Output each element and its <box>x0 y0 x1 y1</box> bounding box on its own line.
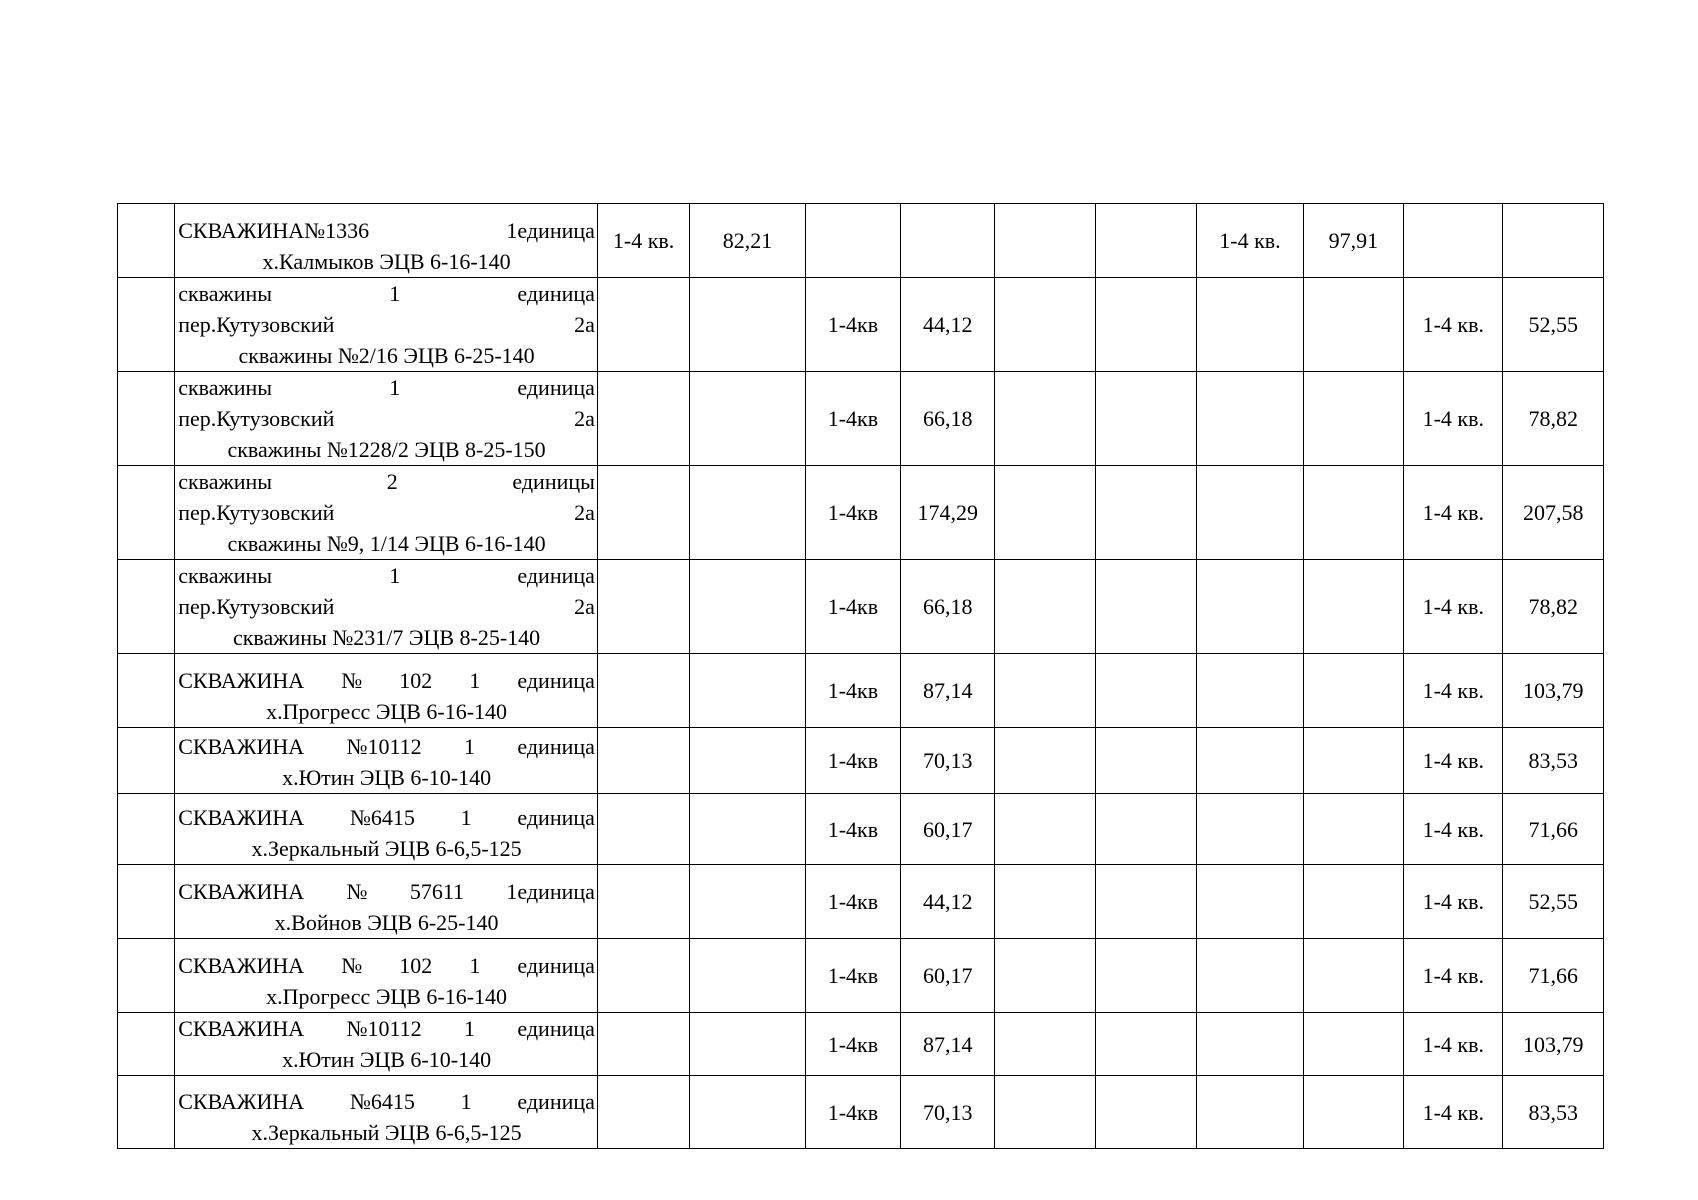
description-line-2 <box>178 497 595 528</box>
row-number-cell <box>118 466 175 560</box>
col-6-cell <box>1095 939 1196 1013</box>
description-word: СКВАЖИНА <box>178 1016 305 1041</box>
quarter-d-cell <box>1404 204 1503 278</box>
description-word: единица <box>517 805 595 830</box>
quarter-b-cell: 1-4кв <box>805 466 900 560</box>
quarter-c-cell <box>1197 1013 1303 1076</box>
description-line: х.Прогресс ЭЦВ 6-16-140 <box>266 984 508 1009</box>
description-word: 1 <box>469 953 481 978</box>
row-number-cell <box>118 939 175 1013</box>
row-number-cell <box>118 278 175 372</box>
description-line: х.Прогресс ЭЦВ 6-16-140 <box>266 699 508 724</box>
description-line: х.Войнов ЭЦВ 6-25-140 <box>274 910 499 935</box>
quarter-c-cell <box>1197 1076 1303 1149</box>
well-description-cell <box>175 794 598 865</box>
value-c-cell <box>1303 728 1403 794</box>
description-line: х.Ютин ЭЦВ 6-10-140 <box>282 765 492 790</box>
col-5-cell <box>995 794 1095 865</box>
description-word: пер.Кутузовский <box>178 594 335 619</box>
description-word: 2а <box>574 500 595 525</box>
table-row <box>118 372 1604 466</box>
quarter-c-cell <box>1197 865 1303 939</box>
quarter-b-cell: 1-4кв <box>805 560 900 654</box>
quarter-c-cell <box>1197 560 1303 654</box>
description-word: 2а <box>574 594 595 619</box>
value-d-cell: 83,53 <box>1503 728 1604 794</box>
description-line-2 <box>178 309 595 340</box>
value-c-cell <box>1303 466 1403 560</box>
description-word: 1 <box>460 1089 472 1114</box>
value-b-cell: 44,12 <box>901 278 995 372</box>
col-6-cell <box>1095 865 1196 939</box>
row-number-cell <box>118 560 175 654</box>
value-d-cell: 71,66 <box>1503 939 1604 1013</box>
value-a-cell <box>690 654 805 728</box>
value-d-cell: 52,55 <box>1503 278 1604 372</box>
description-word: скважины <box>178 563 273 588</box>
value-c-cell <box>1303 560 1403 654</box>
value-b-cell: 174,29 <box>901 466 995 560</box>
description-line: скважины №2/16 ЭЦВ 6-25-140 <box>238 343 535 368</box>
table-row <box>118 466 1604 560</box>
col-5-cell <box>995 939 1095 1013</box>
table-row <box>118 560 1604 654</box>
quarter-d-cell: 1-4 кв. <box>1404 372 1503 466</box>
row-number-cell <box>118 1076 175 1149</box>
value-d-cell: 52,55 <box>1503 865 1604 939</box>
col-5-cell <box>995 1013 1095 1076</box>
description-word: 102 <box>399 668 433 693</box>
value-a-cell <box>690 278 805 372</box>
value-c-cell <box>1303 865 1403 939</box>
description-word: 1единица <box>506 879 595 904</box>
description-word: №10112 <box>346 1016 422 1041</box>
value-b-cell: 70,13 <box>901 1076 995 1149</box>
row-number-cell <box>118 204 175 278</box>
value-c-cell <box>1303 1076 1403 1149</box>
quarter-d-cell: 1-4 кв. <box>1404 1013 1503 1076</box>
well-description-cell <box>175 1013 598 1076</box>
well-description-cell <box>175 372 598 466</box>
quarter-a-cell <box>597 654 689 728</box>
description-word: СКВАЖИНА <box>178 734 305 759</box>
wells-table <box>117 203 1604 1149</box>
col-6-cell <box>1095 372 1196 466</box>
description-line-2 <box>178 591 595 622</box>
col-5-cell <box>995 728 1095 794</box>
well-description-cell <box>175 1076 598 1149</box>
quarter-a-cell <box>597 939 689 1013</box>
quarter-b-cell: 1-4кв <box>805 1013 900 1076</box>
description-line-1 <box>178 372 595 403</box>
description-line-1 <box>178 731 595 762</box>
value-b-cell <box>901 204 995 278</box>
table-row <box>118 794 1604 865</box>
value-a-cell: 82,21 <box>690 204 805 278</box>
description-word: №6415 <box>349 805 415 830</box>
col-5-cell <box>995 278 1095 372</box>
value-c-cell <box>1303 939 1403 1013</box>
quarter-a-cell <box>597 560 689 654</box>
description-word: №10112 <box>346 734 422 759</box>
value-b-cell: 44,12 <box>901 865 995 939</box>
description-word: единица <box>517 734 595 759</box>
table-row <box>118 728 1604 794</box>
quarter-c-cell: 1-4 кв. <box>1197 204 1303 278</box>
col-6-cell <box>1095 278 1196 372</box>
quarter-b-cell: 1-4кв <box>805 939 900 1013</box>
description-line-1 <box>178 876 595 907</box>
description-word: пер.Кутузовский <box>178 406 335 431</box>
quarter-d-cell: 1-4 кв. <box>1404 939 1503 1013</box>
well-description-cell <box>175 654 598 728</box>
description-word: единица <box>517 1016 595 1041</box>
quarter-c-cell <box>1197 278 1303 372</box>
col-6-cell <box>1095 560 1196 654</box>
description-line: х.Калмыков ЭЦВ 6-16-140 <box>262 249 511 274</box>
well-description-cell <box>175 466 598 560</box>
quarter-d-cell: 1-4 кв. <box>1404 865 1503 939</box>
description-word: скважины <box>178 375 273 400</box>
quarter-a-cell <box>597 1013 689 1076</box>
quarter-d-cell: 1-4 кв. <box>1404 728 1503 794</box>
table-row <box>118 654 1604 728</box>
quarter-c-cell <box>1197 654 1303 728</box>
quarter-c-cell <box>1197 794 1303 865</box>
well-description-cell <box>175 560 598 654</box>
col-6-cell <box>1095 728 1196 794</box>
description-line-1 <box>178 560 595 591</box>
description-word: единица <box>517 563 595 588</box>
quarter-a-cell <box>597 372 689 466</box>
value-c-cell <box>1303 1013 1403 1076</box>
value-a-cell <box>690 794 805 865</box>
col-5-cell <box>995 865 1095 939</box>
quarter-b-cell: 1-4кв <box>805 654 900 728</box>
value-c-cell <box>1303 654 1403 728</box>
value-d-cell: 207,58 <box>1503 466 1604 560</box>
description-line: х.Зеркальный ЭЦВ 6-6,5-125 <box>251 1120 522 1145</box>
description-word: единица <box>517 1089 595 1114</box>
value-a-cell <box>690 1076 805 1149</box>
well-description-cell <box>175 865 598 939</box>
quarter-b-cell: 1-4кв <box>805 278 900 372</box>
description-line-1 <box>178 665 595 696</box>
value-b-cell: 87,14 <box>901 654 995 728</box>
quarter-d-cell: 1-4 кв. <box>1404 466 1503 560</box>
description-line: х.Зеркальный ЭЦВ 6-6,5-125 <box>251 836 522 861</box>
description-word: пер.Кутузовский <box>178 312 335 337</box>
description-line: скважины №231/7 ЭЦВ 8-25-140 <box>232 625 541 650</box>
quarter-c-cell <box>1197 939 1303 1013</box>
description-line: х.Ютин ЭЦВ 6-10-140 <box>282 1047 492 1072</box>
description-word: СКВАЖИНА <box>178 953 305 978</box>
value-d-cell: 83,53 <box>1503 1076 1604 1149</box>
description-word: СКВАЖИНА <box>178 879 305 904</box>
value-b-cell: 66,18 <box>901 560 995 654</box>
description-line-1 <box>178 1013 595 1044</box>
row-number-cell <box>118 654 175 728</box>
description-word: 1 <box>460 805 472 830</box>
description-word: 1 <box>389 281 401 306</box>
table-row <box>118 278 1604 372</box>
description-line-2 <box>178 403 595 434</box>
row-number-cell <box>118 728 175 794</box>
quarter-d-cell: 1-4 кв. <box>1404 560 1503 654</box>
value-a-cell <box>690 372 805 466</box>
quarter-b-cell: 1-4кв <box>805 1076 900 1149</box>
value-d-cell <box>1503 204 1604 278</box>
description-line-1 <box>178 278 595 309</box>
value-b-cell: 66,18 <box>901 372 995 466</box>
description-word: СКВАЖИНА <box>178 1089 305 1114</box>
description-line: скважины №1228/2 ЭЦВ 8-25-150 <box>227 437 546 462</box>
quarter-d-cell: 1-4 кв. <box>1404 794 1503 865</box>
description-word: № <box>346 879 368 904</box>
quarter-c-cell <box>1197 728 1303 794</box>
quarter-a-cell <box>597 278 689 372</box>
value-c-cell <box>1303 372 1403 466</box>
description-line: скважины №9, 1/14 ЭЦВ 6-16-140 <box>227 531 546 556</box>
description-word: 1 <box>469 668 481 693</box>
description-line-1 <box>178 215 595 246</box>
value-d-cell: 71,66 <box>1503 794 1604 865</box>
description-word: 1 <box>389 375 401 400</box>
value-c-cell: 97,91 <box>1303 204 1403 278</box>
table-row <box>118 204 1604 278</box>
quarter-b-cell <box>805 204 900 278</box>
table-row <box>118 1076 1604 1149</box>
col-6-cell <box>1095 204 1196 278</box>
table-row <box>118 865 1604 939</box>
quarter-a-cell <box>597 1076 689 1149</box>
well-description-cell <box>175 939 598 1013</box>
description-word: единица <box>517 281 595 306</box>
description-word: СКВАЖИНА <box>178 805 305 830</box>
col-5-cell <box>995 1076 1095 1149</box>
description-word: единица <box>517 668 595 693</box>
value-a-cell <box>690 1013 805 1076</box>
quarter-a-cell <box>597 865 689 939</box>
value-b-cell: 87,14 <box>901 1013 995 1076</box>
col-6-cell <box>1095 466 1196 560</box>
description-word: №6415 <box>349 1089 415 1114</box>
row-number-cell <box>118 794 175 865</box>
description-word: 1 <box>464 734 476 759</box>
col-5-cell <box>995 654 1095 728</box>
description-line-1 <box>178 466 595 497</box>
value-d-cell: 78,82 <box>1503 372 1604 466</box>
well-description-cell <box>175 204 598 278</box>
row-number-cell <box>118 865 175 939</box>
col-6-cell <box>1095 1013 1196 1076</box>
description-word: единицы <box>512 469 595 494</box>
quarter-d-cell: 1-4 кв. <box>1404 278 1503 372</box>
value-d-cell: 103,79 <box>1503 654 1604 728</box>
description-word: 2а <box>574 312 595 337</box>
col-5-cell <box>995 466 1095 560</box>
quarter-a-cell <box>597 728 689 794</box>
col-6-cell <box>1095 654 1196 728</box>
description-word: пер.Кутузовский <box>178 500 335 525</box>
col-6-cell <box>1095 794 1196 865</box>
value-a-cell <box>690 728 805 794</box>
quarter-c-cell <box>1197 466 1303 560</box>
description-word: 1 <box>464 1016 476 1041</box>
description-word: единица <box>517 375 595 400</box>
description-line-1 <box>178 802 595 833</box>
row-number-cell <box>118 1013 175 1076</box>
description-word: скважины <box>178 469 273 494</box>
quarter-d-cell: 1-4 кв. <box>1404 654 1503 728</box>
value-b-cell: 70,13 <box>901 728 995 794</box>
col-5-cell <box>995 372 1095 466</box>
description-word: 2 <box>386 469 398 494</box>
row-number-cell <box>118 372 175 466</box>
description-word: единица <box>517 953 595 978</box>
quarter-a-cell: 1-4 кв. <box>597 204 689 278</box>
col-5-cell <box>995 560 1095 654</box>
description-word: № <box>341 953 363 978</box>
quarter-d-cell: 1-4 кв. <box>1404 1076 1503 1149</box>
col-5-cell <box>995 204 1095 278</box>
value-c-cell <box>1303 278 1403 372</box>
quarter-b-cell: 1-4кв <box>805 372 900 466</box>
well-description-cell <box>175 728 598 794</box>
col-6-cell <box>1095 1076 1196 1149</box>
description-line-1 <box>178 950 595 981</box>
table-row <box>118 939 1604 1013</box>
description-word: СКВАЖИНА <box>178 668 305 693</box>
description-word: 1 <box>389 563 401 588</box>
description-word: СКВАЖИНА№1336 <box>178 218 370 243</box>
well-description-cell <box>175 278 598 372</box>
value-c-cell <box>1303 794 1403 865</box>
description-word: 57611 <box>409 879 465 904</box>
quarter-c-cell <box>1197 372 1303 466</box>
description-word: 1единица <box>506 218 595 243</box>
description-word: 102 <box>399 953 433 978</box>
value-b-cell: 60,17 <box>901 794 995 865</box>
value-d-cell: 78,82 <box>1503 560 1604 654</box>
value-d-cell: 103,79 <box>1503 1013 1604 1076</box>
description-word: № <box>341 668 363 693</box>
description-word: 2а <box>574 406 595 431</box>
quarter-a-cell <box>597 466 689 560</box>
quarter-b-cell: 1-4кв <box>805 865 900 939</box>
value-a-cell <box>690 560 805 654</box>
quarter-b-cell: 1-4кв <box>805 728 900 794</box>
value-a-cell <box>690 466 805 560</box>
description-line-1 <box>178 1086 595 1117</box>
quarter-b-cell: 1-4кв <box>805 794 900 865</box>
table-row <box>118 1013 1604 1076</box>
value-a-cell <box>690 865 805 939</box>
value-b-cell: 60,17 <box>901 939 995 1013</box>
description-word: скважины <box>178 281 273 306</box>
value-a-cell <box>690 939 805 1013</box>
quarter-a-cell <box>597 794 689 865</box>
